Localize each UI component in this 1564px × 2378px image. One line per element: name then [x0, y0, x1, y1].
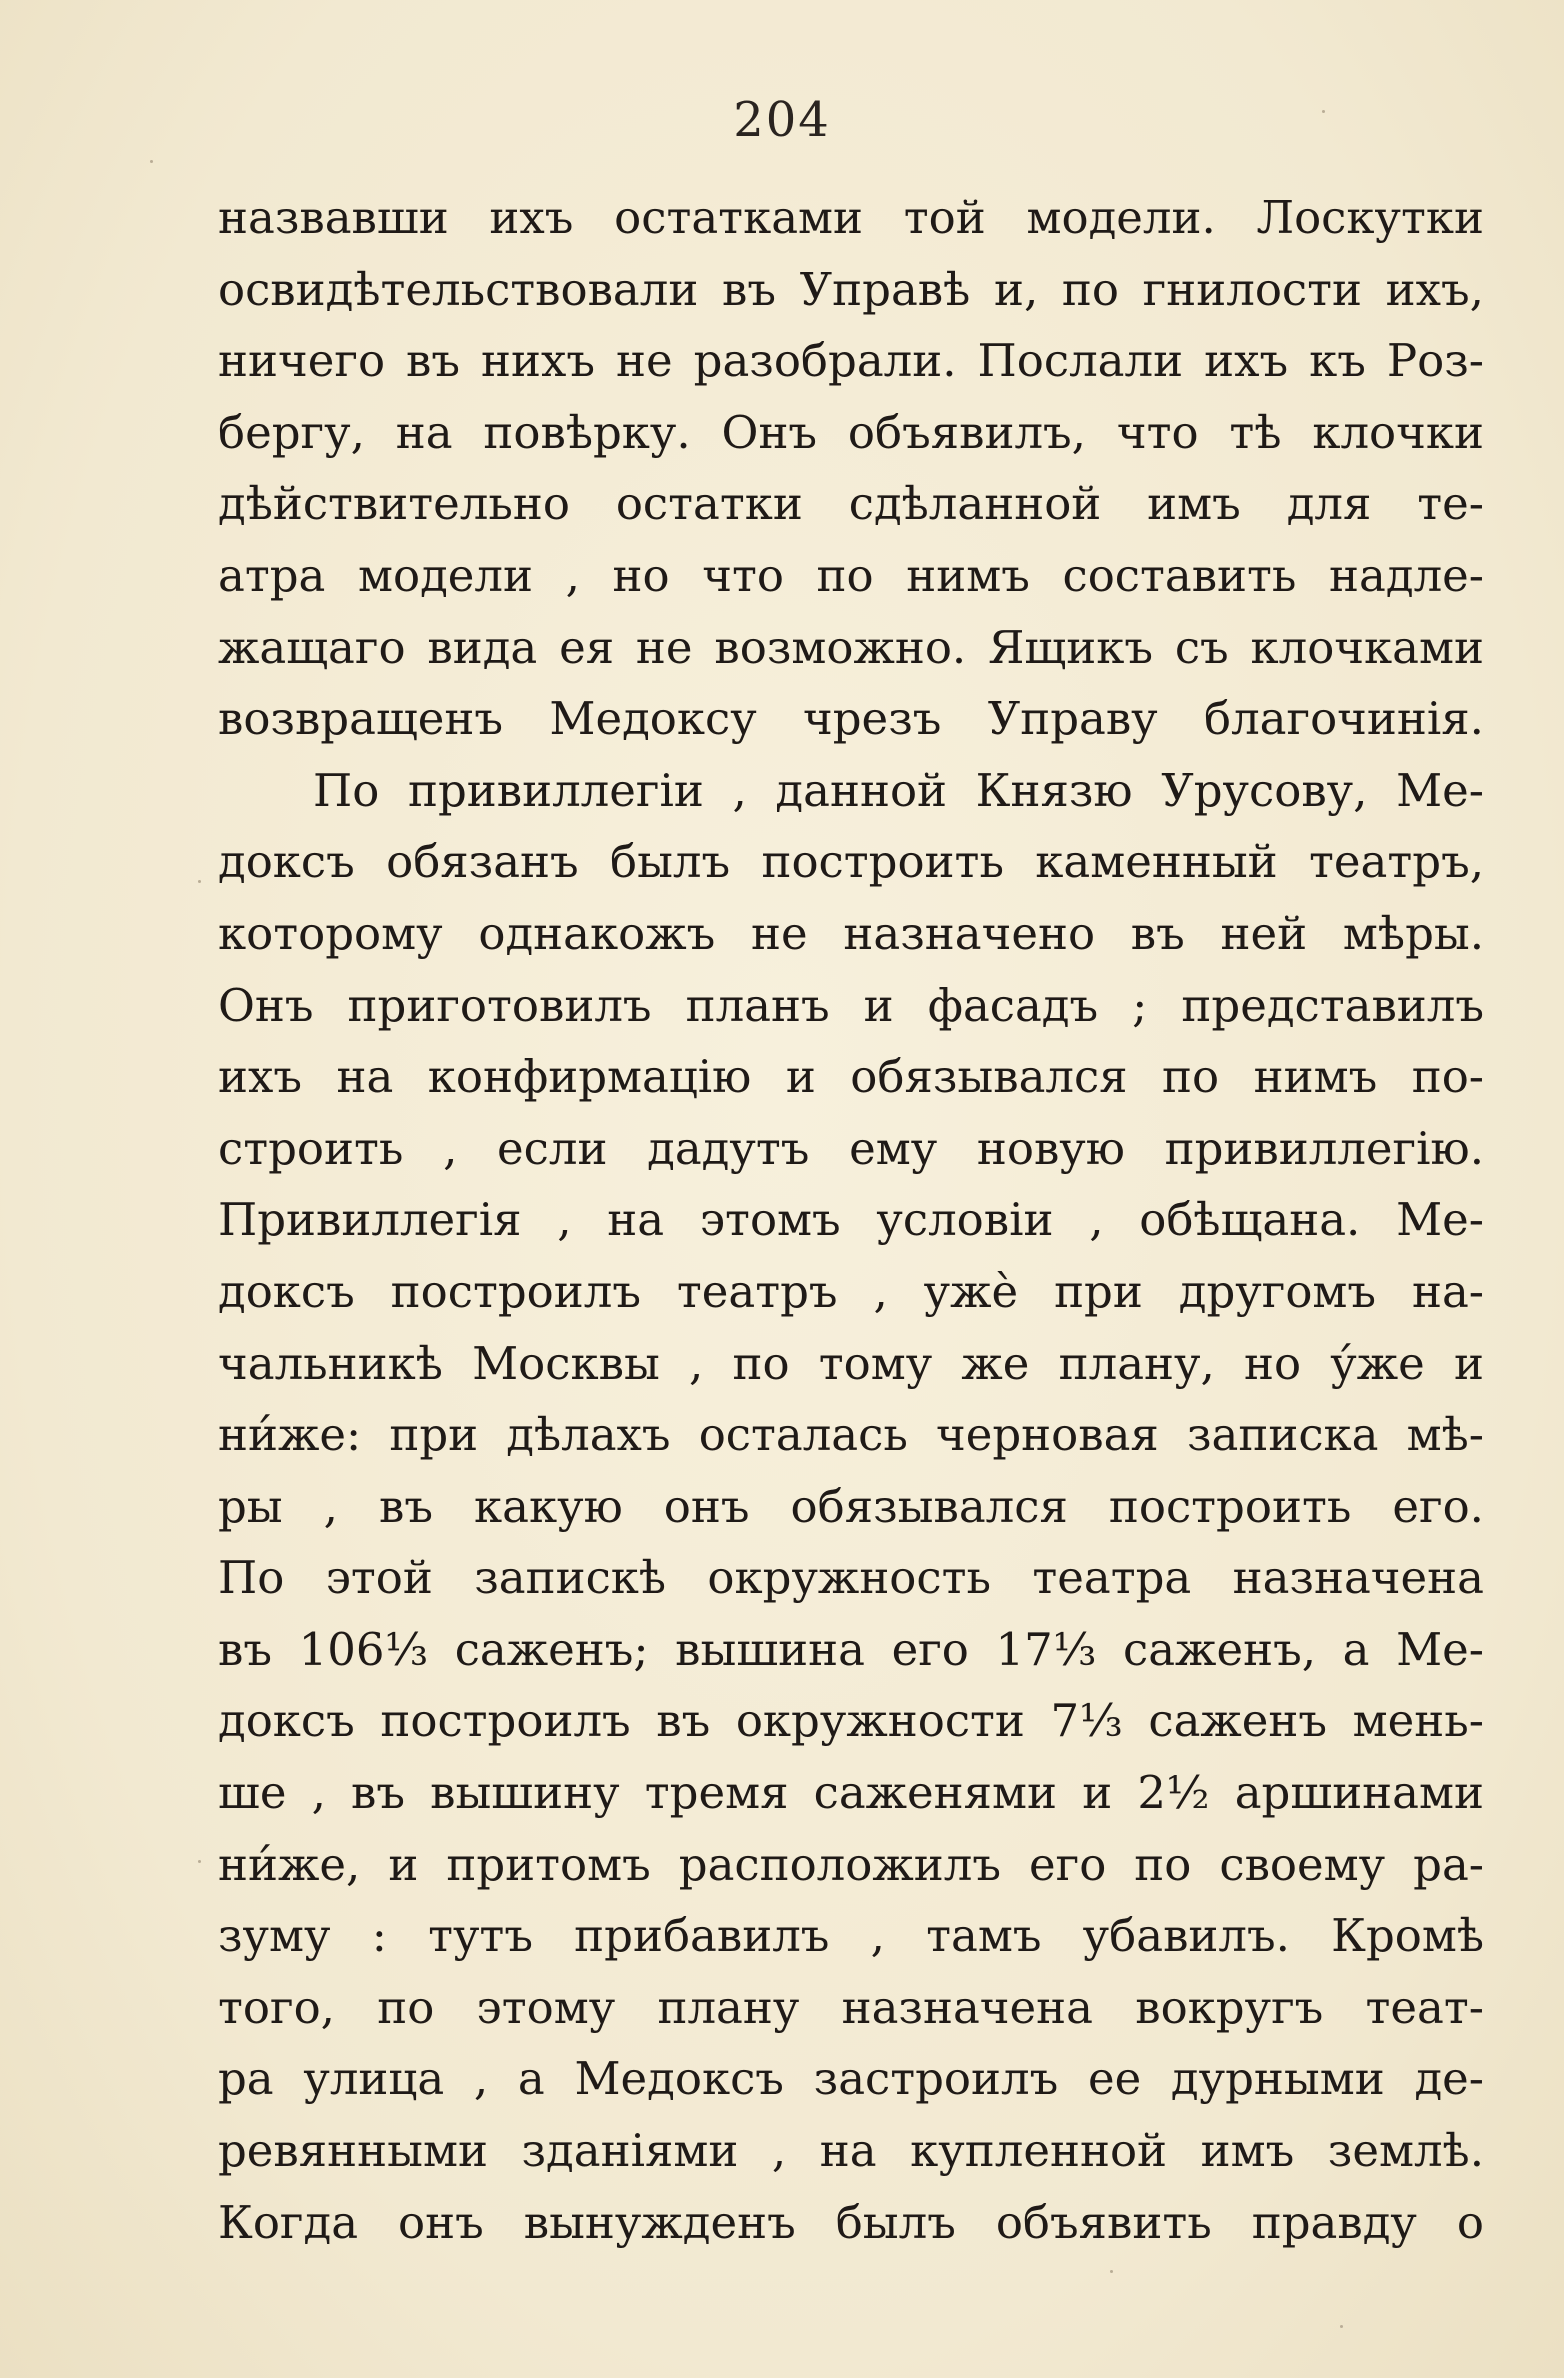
paper-speck — [1110, 2270, 1113, 2273]
body-text — [218, 182, 1484, 2258]
page-number: 204 — [733, 92, 831, 148]
text-line: того, по этому плану назначена вокругъ теат- — [218, 1980, 1484, 2034]
text-line: въ 106⅓ саженъ; вышина его 17⅓ саженъ, а Ме- — [218, 1622, 1484, 1676]
text-line: ра улица , а Медоксъ застроилъ ее дурными де- — [218, 2052, 1484, 2106]
text-line: Онъ приготовилъ планъ и фасадъ ; представилъ — [218, 978, 1484, 1032]
text-line: ры , въ какую онъ обязывался построить его. — [218, 1479, 1484, 1533]
text-line: ни́же: при дѣлахъ осталась черновая записка мѣ- — [218, 1408, 1484, 1462]
text-line: которому однакожъ не назначено въ ней мѣры. — [218, 906, 1484, 960]
paper-speck — [1340, 2325, 1343, 2328]
text-line: По привиллегіи , данной Князю Урусову, Ме- — [313, 763, 1484, 817]
text-line: назвавши ихъ остатками той модели. Лоскутки — [218, 191, 1484, 244]
text-line: строить , если дадутъ ему новую привиллегію. — [218, 1121, 1484, 1175]
text-line: чальникѣ Москвы , по тому же плану, но у́же и — [218, 1336, 1484, 1390]
text-line: Когда онъ вынужденъ былъ объявить правду о — [218, 2195, 1484, 2249]
text-line: доксъ обязанъ былъ построить каменный театръ, — [218, 835, 1484, 889]
paper-speck — [150, 160, 153, 163]
text-line: жащаго вида ея не возможно. Ящикъ съ клочками — [218, 620, 1484, 674]
text-line: ничего въ нихъ не разобрали. Послали ихъ къ Роз- — [218, 334, 1484, 388]
text-line: ни́же, и притомъ расположилъ его по своему ра- — [218, 1837, 1484, 1891]
text-line: атра модели , но что по нимъ составить надле- — [218, 548, 1484, 602]
text-line: Привиллегія , на этомъ условіи , обѣщана. Ме- — [218, 1193, 1484, 1247]
paper-speck — [198, 880, 201, 883]
text-line: дѣйствительно остатки сдѣланной имъ для те- — [218, 477, 1484, 531]
text-line: доксъ построилъ въ окружности 7⅓ саженъ мень- — [218, 1694, 1484, 1748]
text-line: освидѣтельствовали въ Управѣ и, по гнилости ихъ, — [218, 262, 1484, 316]
paper-speck — [198, 1860, 201, 1863]
text-line: доксъ построилъ театръ , ужè при другомъ на- — [218, 1264, 1484, 1318]
text-line: ше , въ вышину тремя саженями и 2½ аршинами — [218, 1766, 1484, 1820]
text-line: возвращенъ Медоксу чрезъ Управу благочинія. — [218, 692, 1484, 746]
text-line: ихъ на конфирмацію и обязывался по нимъ по- — [218, 1050, 1484, 1104]
text-line: ревянными зданіями , на купленной имъ землѣ. — [218, 2124, 1484, 2178]
text-line: По этой запискѣ окружность театра назначена — [218, 1551, 1484, 1605]
text-line: зуму : тутъ прибавилъ , тамъ убавилъ. Кромѣ — [218, 1909, 1484, 1963]
text-line: бергу, на повѣрку. Онъ объявилъ, что тѣ клочки — [218, 405, 1484, 459]
paper-speck — [1322, 110, 1325, 113]
